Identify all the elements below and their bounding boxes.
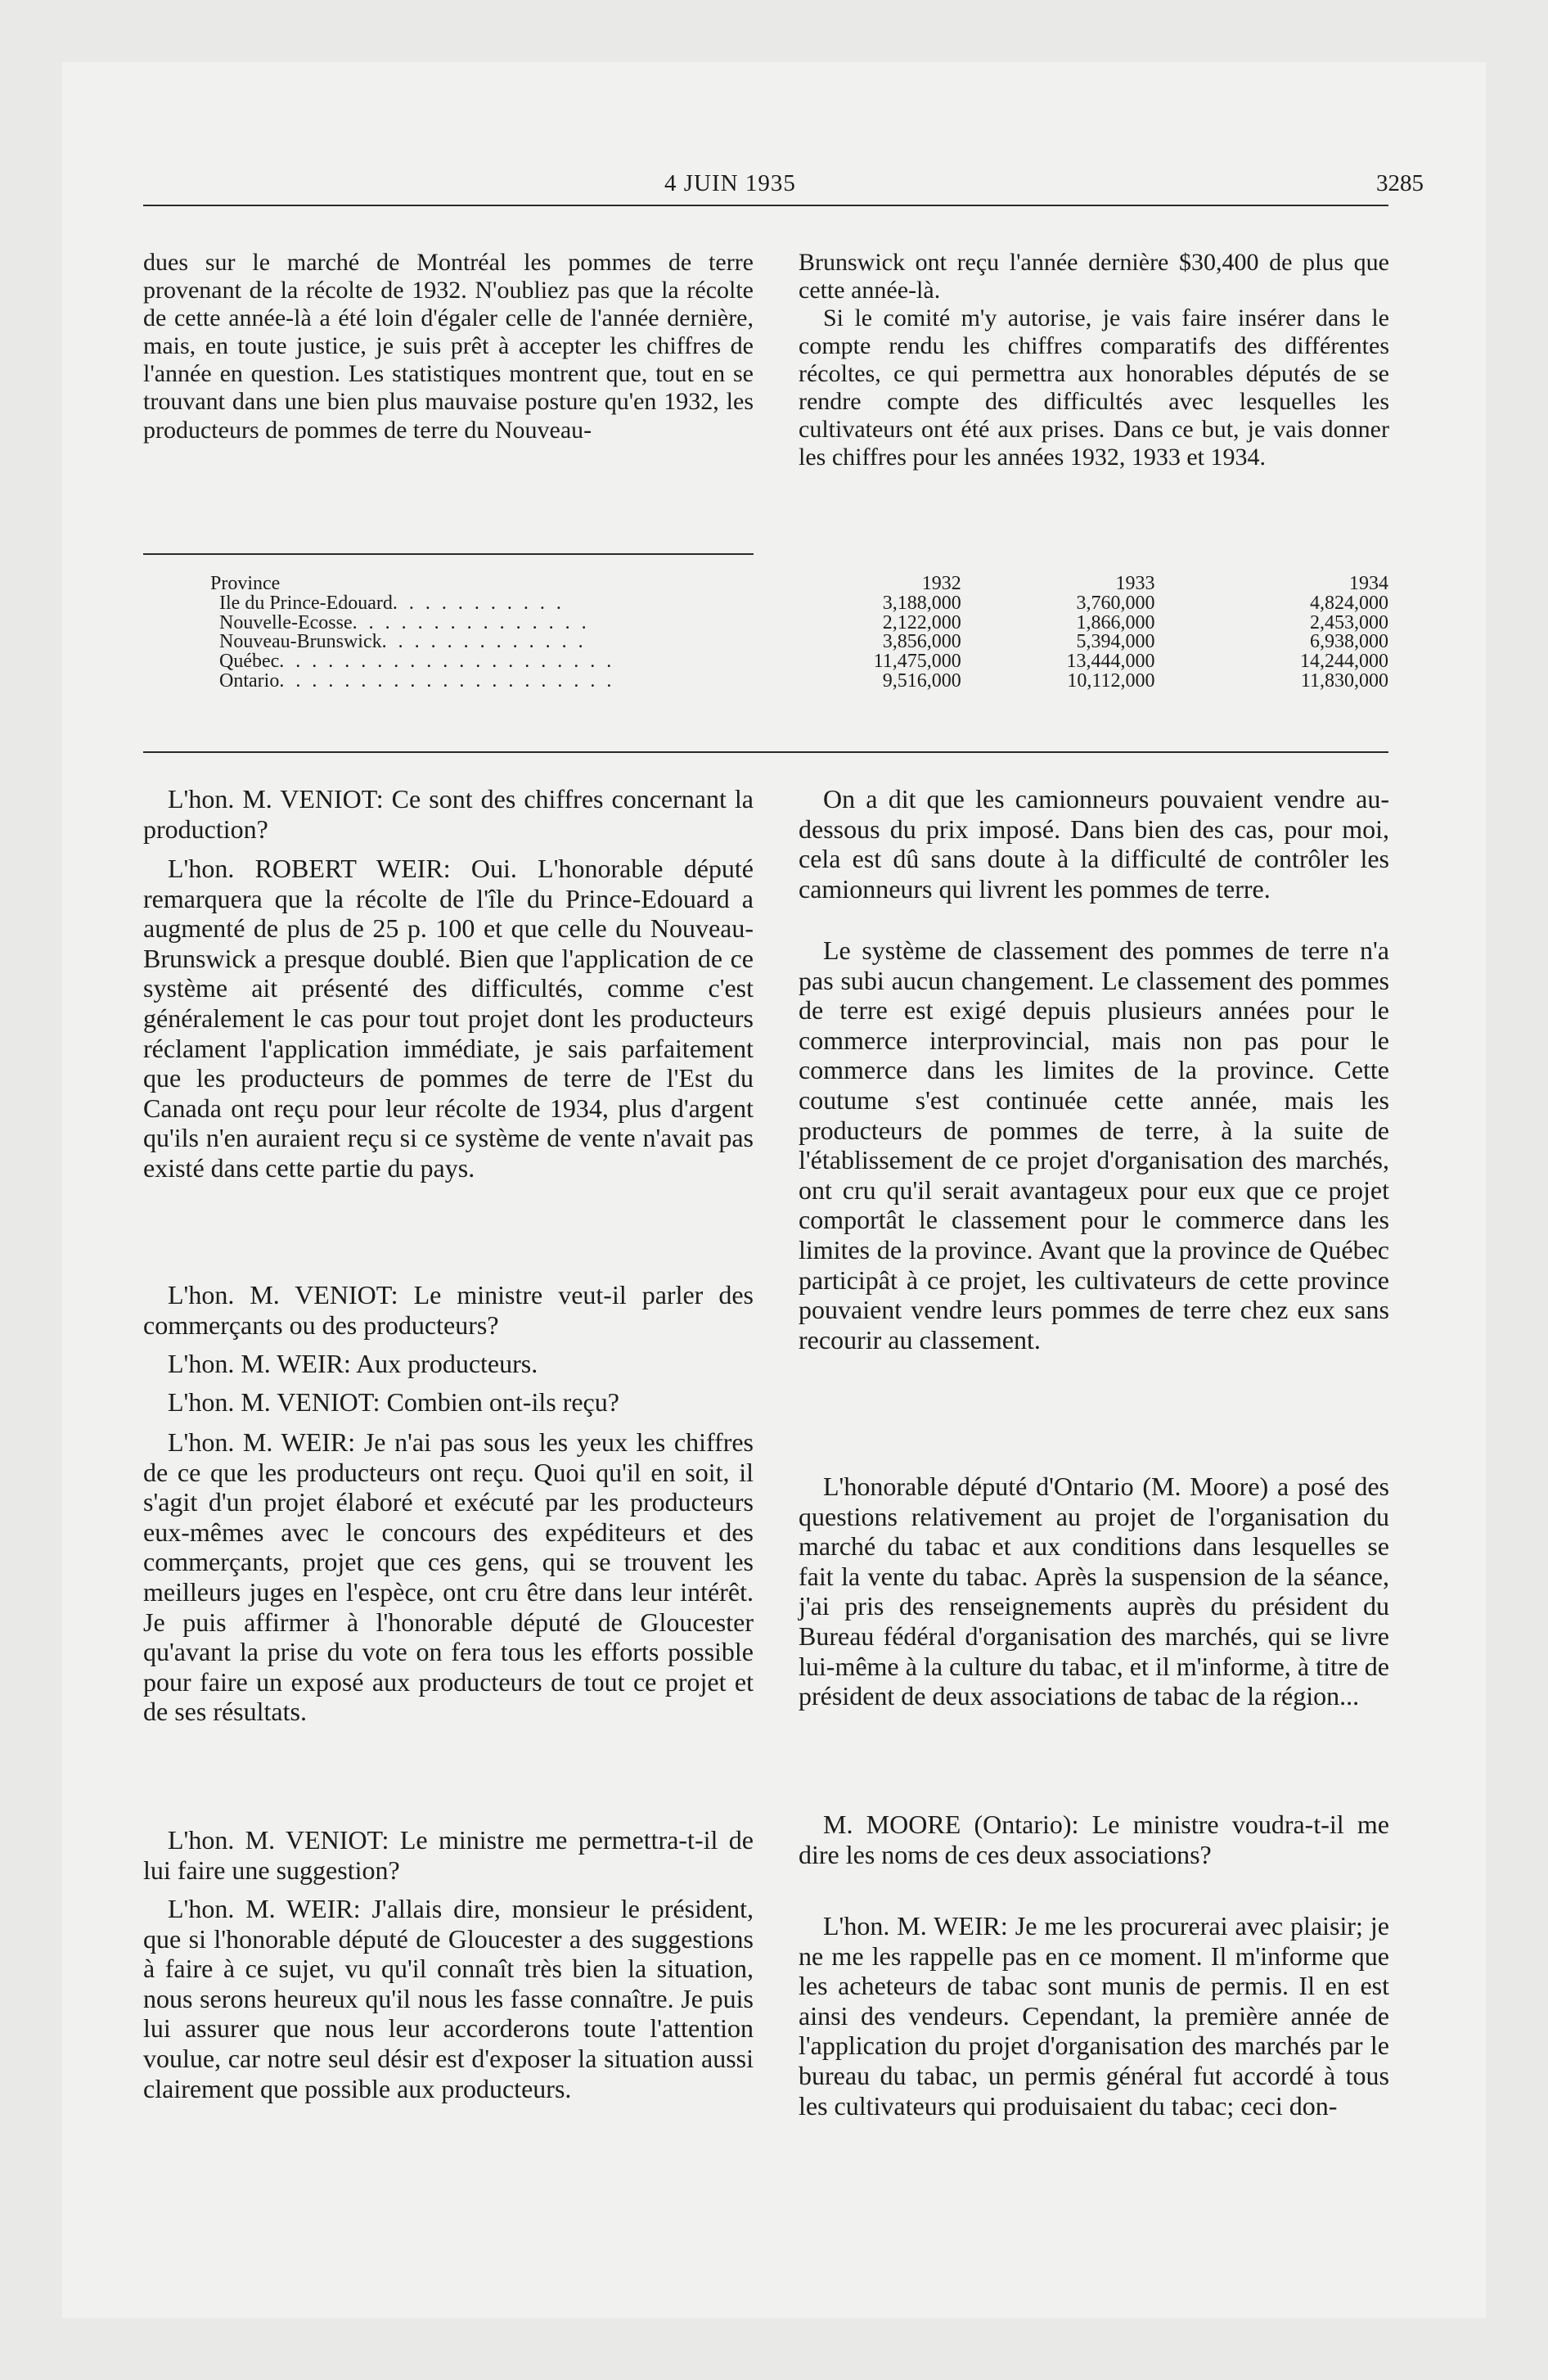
left-paragraph: L'hon. ROBERT WEIR: Oui. L'honorable député remarquera que la récolte de l'île du Prince-Edouard a augmenté de plus de 25 p. 100 et que celle du Nouveau-Brunswick a presque doublé. Bien que l'application de ce système ait présenté des difficultés, comme c'est généralement le cas pour tout projet dont les producteurs réclament l'application immédiate, je sais parfaitement que les producteurs de pommes de terre de l'Est du Canada ont reçu pour leur récolte de 1934, plus d'argent qu'ils n'en auraient reçu si ce système de vente n'avait pas existé dans cette partie du pays. bbox=[143, 854, 754, 1183]
value-1932: 3,856,000 bbox=[882, 631, 961, 653]
value-1934: 11,830,000 bbox=[1300, 669, 1388, 692]
table-row bbox=[143, 594, 1388, 614]
leader-dots: . . . . . . . . . . . . . . . . . . . . . bbox=[279, 652, 615, 672]
leader-dots: . . . . . . . . . . . . . . . bbox=[352, 613, 590, 633]
statistics-table bbox=[143, 575, 1388, 692]
right-paragraph: L'honorable député d'Ontario (M. Moore) a posé des questions relativement au projet de l'organisation du marché du tabac et aux conditions dans lesquelles se fait la vente du tabac. Après la suspension de la séance, j'ai pris des renseignements auprès du président du Bureau fédéral d'organisation des marchés, qui se livre lui-même à la culture du tabac, et il m'informe, à titre de président de deux associations de tabac de la région... bbox=[799, 1472, 1389, 1711]
table-row bbox=[143, 652, 1388, 672]
header-date: 4 JUIN 1935 bbox=[664, 170, 796, 196]
column-header-1933: 1933 bbox=[1115, 573, 1155, 594]
province-name: Nouveau-Brunswick bbox=[219, 633, 382, 653]
leader-dots: . . . . . . . . . . . . . bbox=[381, 633, 587, 653]
left-paragraph: L'hon. M. WEIR: J'allais dire, monsieur le président, que si l'honorable député de Gloucester a des suggestions à faire à ce sujet, vu qu'il connaît très bien la situation, nous serons heureux qu'il nous les fasse connaître. Je puis lui assurer que nous leur accorderons toute l'attention voulue, car notre seul désir est d'exposer la situation aussi clairement que possible aux producteurs. bbox=[143, 1894, 754, 2103]
leader-dots: . . . . . . . . . . . bbox=[392, 593, 565, 614]
left-paragraph: L'hon. M. VENIOT: Ce sont des chiffres concernant la production? bbox=[143, 784, 754, 844]
left-paragraph: L'hon. M. WEIR: Aux producteurs. bbox=[168, 1349, 538, 1378]
value-1934: 2,453,000 bbox=[1310, 611, 1388, 633]
page-number: 3285 bbox=[1376, 170, 1424, 196]
leader-dots: . . . . . . . . . . . . . . . . . . . . . bbox=[279, 671, 615, 692]
value-1933: 3,760,000 bbox=[1076, 592, 1155, 614]
left-paragraph: L'hon. M. VENIOT: Le ministre me permettra-t-il de lui faire une suggestion? bbox=[143, 1825, 754, 1885]
column-header-province: Province bbox=[210, 575, 281, 594]
province-name: Québec bbox=[219, 652, 280, 672]
column-header-1934: 1934 bbox=[1349, 573, 1388, 594]
value-1934: 14,244,000 bbox=[1300, 651, 1388, 673]
right-paragraph: L'hon. M. WEIR: Je me les procurerai avec plaisir; je ne me les rappelle pas en ce moment. Il m'informe que les acheteurs de tabac sont munis de permis. Il en est ainsi des vendeurs. Cependant, la première année de l'application du projet d'organisation des marchés par le bureau du tabac, un permis général fut accordé à tous les cultivateurs qui produisaient du tabac; ceci don- bbox=[799, 1911, 1389, 2121]
value-1934: 4,824,000 bbox=[1310, 592, 1388, 614]
value-1932: 9,516,000 bbox=[882, 669, 961, 692]
intro-right-paragraph-1: Brunswick ont reçu l'année dernière $30,400 de plus que cette année-là. bbox=[799, 249, 1389, 304]
header-rule bbox=[143, 205, 1388, 206]
table-row bbox=[143, 672, 1388, 692]
value-1933: 10,112,000 bbox=[1067, 669, 1155, 692]
province-name: Nouvelle-Ecosse bbox=[219, 613, 353, 633]
left-column-rule bbox=[143, 553, 754, 555]
value-1934: 6,938,000 bbox=[1310, 631, 1388, 653]
province-name: Ontario bbox=[219, 671, 280, 692]
value-1932: 2,122,000 bbox=[882, 611, 961, 633]
right-paragraph: Le système de classement des pommes de terre n'a pas subi aucun changement. Le classement des pommes de terre est exigé depuis plusieurs années pour le commerce interprovincial, mais non pas pour le commerce dans les limites de la province. Cette coutume s'est continuée cette année, mais les producteurs de pommes de terre, à la suite de l'établissement de ce projet d'organisation des marchés, ont cru qu'il serait avantageux pour eux que ce projet comportât le classement pour le commerce dans les limites de la province. Avant que la province de Québec participât à ce projet, les cultivateurs de cette province pouvaient vendre leurs pommes de terre chez eux sans recourir au classement. bbox=[799, 935, 1389, 1355]
left-paragraph: L'hon. M. WEIR: Je n'ai pas sous les yeux les chiffres de ce que les producteurs ont reçu. Quoi qu'il en soit, il s'agit d'un projet élaboré et exécuté par les producteurs eux-mêmes avec le concours des expéditeurs et des commerçants, projet que ces gens, qui se trouvent les meilleurs juges en l'espèce, ont cru être dans leur intérêt. Je puis affirmer à l'honorable député de Gloucester qu'avant la prise du vote on fera tous les efforts possible pour faire un exposé aux producteurs de tout ce projet et de ses résultats. bbox=[143, 1427, 754, 1727]
intro-left-paragraph: dues sur le marché de Montréal les pommes de terre provenant de la récolte de 1932. N'oubliez pas que la récolte de cette année-là a été loin d'égaler celle de l'année dernière, mais, en toute justice, je suis prêt à accepter les chiffres de l'année en question. Les statistiques montrent que, tout en se trouvant dans une bien plus mauvaise posture qu'en 1932, les producteurs de pommes de terre du Nouveau- bbox=[143, 249, 754, 444]
value-1933: 13,444,000 bbox=[1066, 651, 1155, 673]
value-1932: 3,188,000 bbox=[882, 592, 961, 614]
right-paragraph: On a dit que les camionneurs pouvaient vendre au-dessous du prix imposé. Dans bien des cas, pour moi, cela est dû sans doute à la difficulté de contrôler les camionneurs qui livrent les pommes de terre. bbox=[799, 784, 1389, 904]
column-header-1932: 1932 bbox=[921, 573, 961, 594]
table-row bbox=[143, 614, 1388, 633]
left-paragraph: L'hon. M. VENIOT: Le ministre veut-il parler des commerçants ou des producteurs? bbox=[143, 1280, 754, 1340]
table-row bbox=[143, 633, 1388, 652]
value-1932: 11,475,000 bbox=[873, 651, 961, 673]
left-paragraph: L'hon. M. VENIOT: Combien ont-ils reçu? bbox=[168, 1387, 619, 1417]
table-header-row bbox=[143, 575, 1388, 594]
table-bottom-rule bbox=[143, 751, 1388, 753]
intro-right-paragraph-2: Si le comité m'y autorise, je vais faire insérer dans le compte rendu les chiffres comparatifs des différentes récoltes, ce qui permettra aux honorables députés de se rendre compte des difficultés avec lesquelles les cultivateurs ont été aux prises. Dans ce but, je vais donner les chiffres pour les années 1932, 1933 et 1934. bbox=[799, 304, 1389, 471]
value-1933: 5,394,000 bbox=[1076, 631, 1155, 653]
province-name: Ile du Prince-Edouard bbox=[219, 593, 393, 614]
value-1933: 1,866,000 bbox=[1076, 611, 1155, 633]
right-paragraph: M. MOORE (Ontario): Le ministre voudra-t-il me dire les noms de ces deux associations? bbox=[799, 1810, 1389, 1869]
